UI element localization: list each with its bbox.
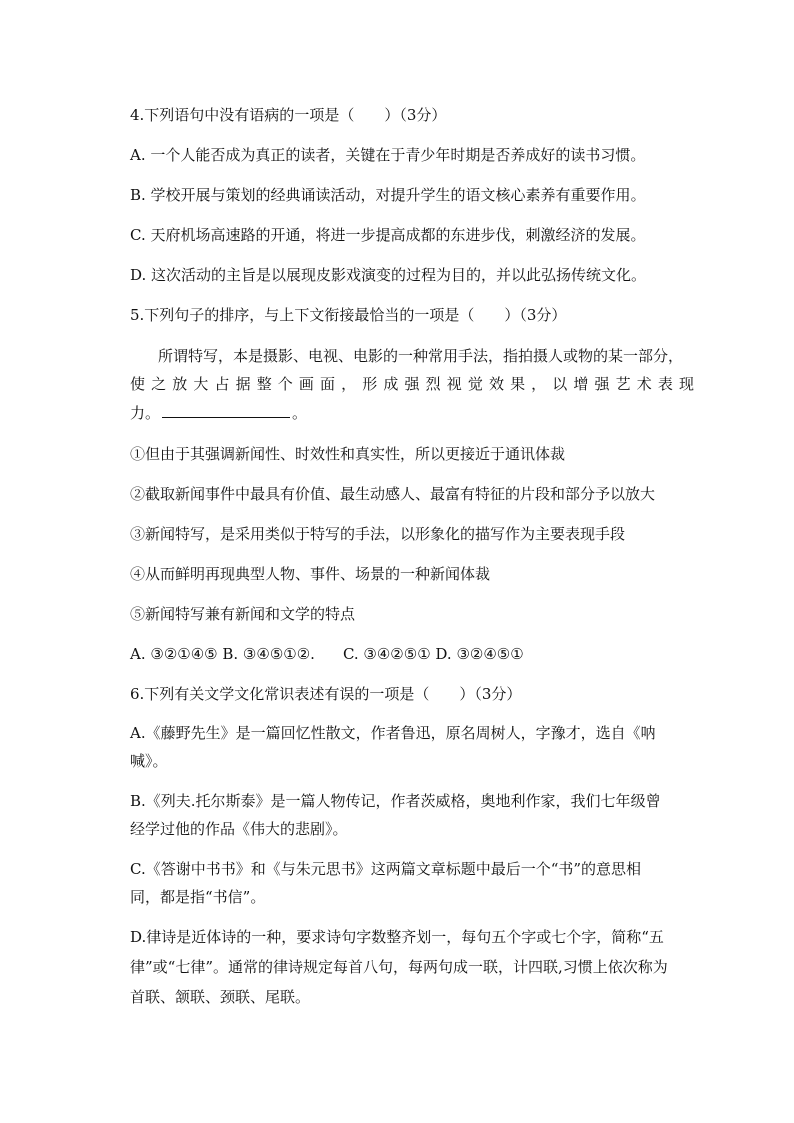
question-5-passage-line-1: 所谓特写，本是摄影、电视、电影的一种常用手法，指拍摄人或物的某一部分， (158, 347, 684, 365)
question-5-sentence-2: ②截取新闻事件中最具有价值、最生动感人、最富有特征的片段和部分予以放大 (130, 485, 656, 503)
question-5-stem: 5.下列句子的排序，与上下文衔接最恰当的一项是（ ）（3分） (130, 306, 567, 324)
question-6-option-a-line-1: A.《藤野先生》是一篇回忆性散文，作者鲁迅，原名周树人，字豫才，选自《呐 (130, 724, 656, 742)
question-5-sentence-1: ①但由于其强调新闻性、时效性和真实性，所以更接近于通讯体裁 (130, 445, 566, 463)
question-5-passage-line-3 (130, 401, 694, 424)
question-6-option-b-line-2: 经学过他的作品《伟大的悲剧》。 (130, 820, 348, 838)
question-5-options (130, 643, 694, 665)
question-4-stem: 4.下列语句中没有语病的一项是（ ）（3分） (130, 106, 447, 124)
question-6-option-b-line-1: B.《列夫.托尔斯泰》是一篇人物传记，作者茨威格，奥地利作家，我们七年级曾 (130, 792, 661, 810)
question-4-option-d: D. 这次活动的主旨是以展现皮影戏演变的过程为目的，并以此弘扬传统文化。 (130, 266, 647, 284)
passage-line-3-prefix: 力。 (130, 404, 161, 422)
question-6-option-d-line-1: D.律诗是近体诗的一种，要求诗句字数整齐划一，每句五个字或七个字，简称“五 (130, 928, 664, 946)
question-5-sentence-5: ⑤新闻特写兼有新闻和文学的特点 (130, 605, 356, 623)
question-5-sentence-3: ③新闻特写，是采用类似于特写的手法，以形象化的描写作为主要表现手段 (130, 525, 626, 543)
question-5-sentence-4: ④从而鲜明再现典型人物、事件、场景的一种新闻体裁 (130, 565, 491, 583)
passage-line-3-suffix: 。 (292, 404, 308, 422)
question-5-options-cd: C. ③④②⑤① D. ③②④⑤① (342, 645, 524, 663)
question-5-options-ab: A. ③②①④⑤ B. ③④⑤①②. (130, 645, 315, 663)
question-6-option-c-line-1: C.《答谢中书书》和《与朱元思书》这两篇文章标题中最后一个“书”的意思相 (130, 860, 642, 878)
answer-blank (162, 401, 290, 418)
question-6-option-c-line-2: 同，都是指“书信”。 (130, 888, 266, 906)
question-5-passage-line-2: 使之放大占据整个画面，形成强烈视觉效果，以增强艺术表现 (130, 375, 694, 393)
question-6-option-d-line-3: 首联、颔联、颈联、尾联。 (130, 988, 311, 1006)
question-6-option-d-line-2: 律”或“七律”。通常的律诗规定每首八句，每两句成一联，计四联,习惯上依次称为 (130, 958, 668, 976)
question-4-option-a: A. 一个人能否成为真正的读者，关键在于青少年时期是否养成好的读书习惯。 (130, 146, 646, 164)
question-4-option-c: C. 天府机场高速路的开通，将进一步提高成都的东进步伐，刺激经济的发展。 (130, 226, 646, 244)
question-4-option-b: B. 学校开展与策划的经典诵读活动，对提升学生的语文核心素养有重要作用。 (130, 186, 646, 204)
question-6-option-a-line-2: 喊》。 (130, 752, 168, 770)
question-6-stem: 6.下列有关文学文化常识表述有误的一项是（ ）（3分） (130, 685, 522, 703)
